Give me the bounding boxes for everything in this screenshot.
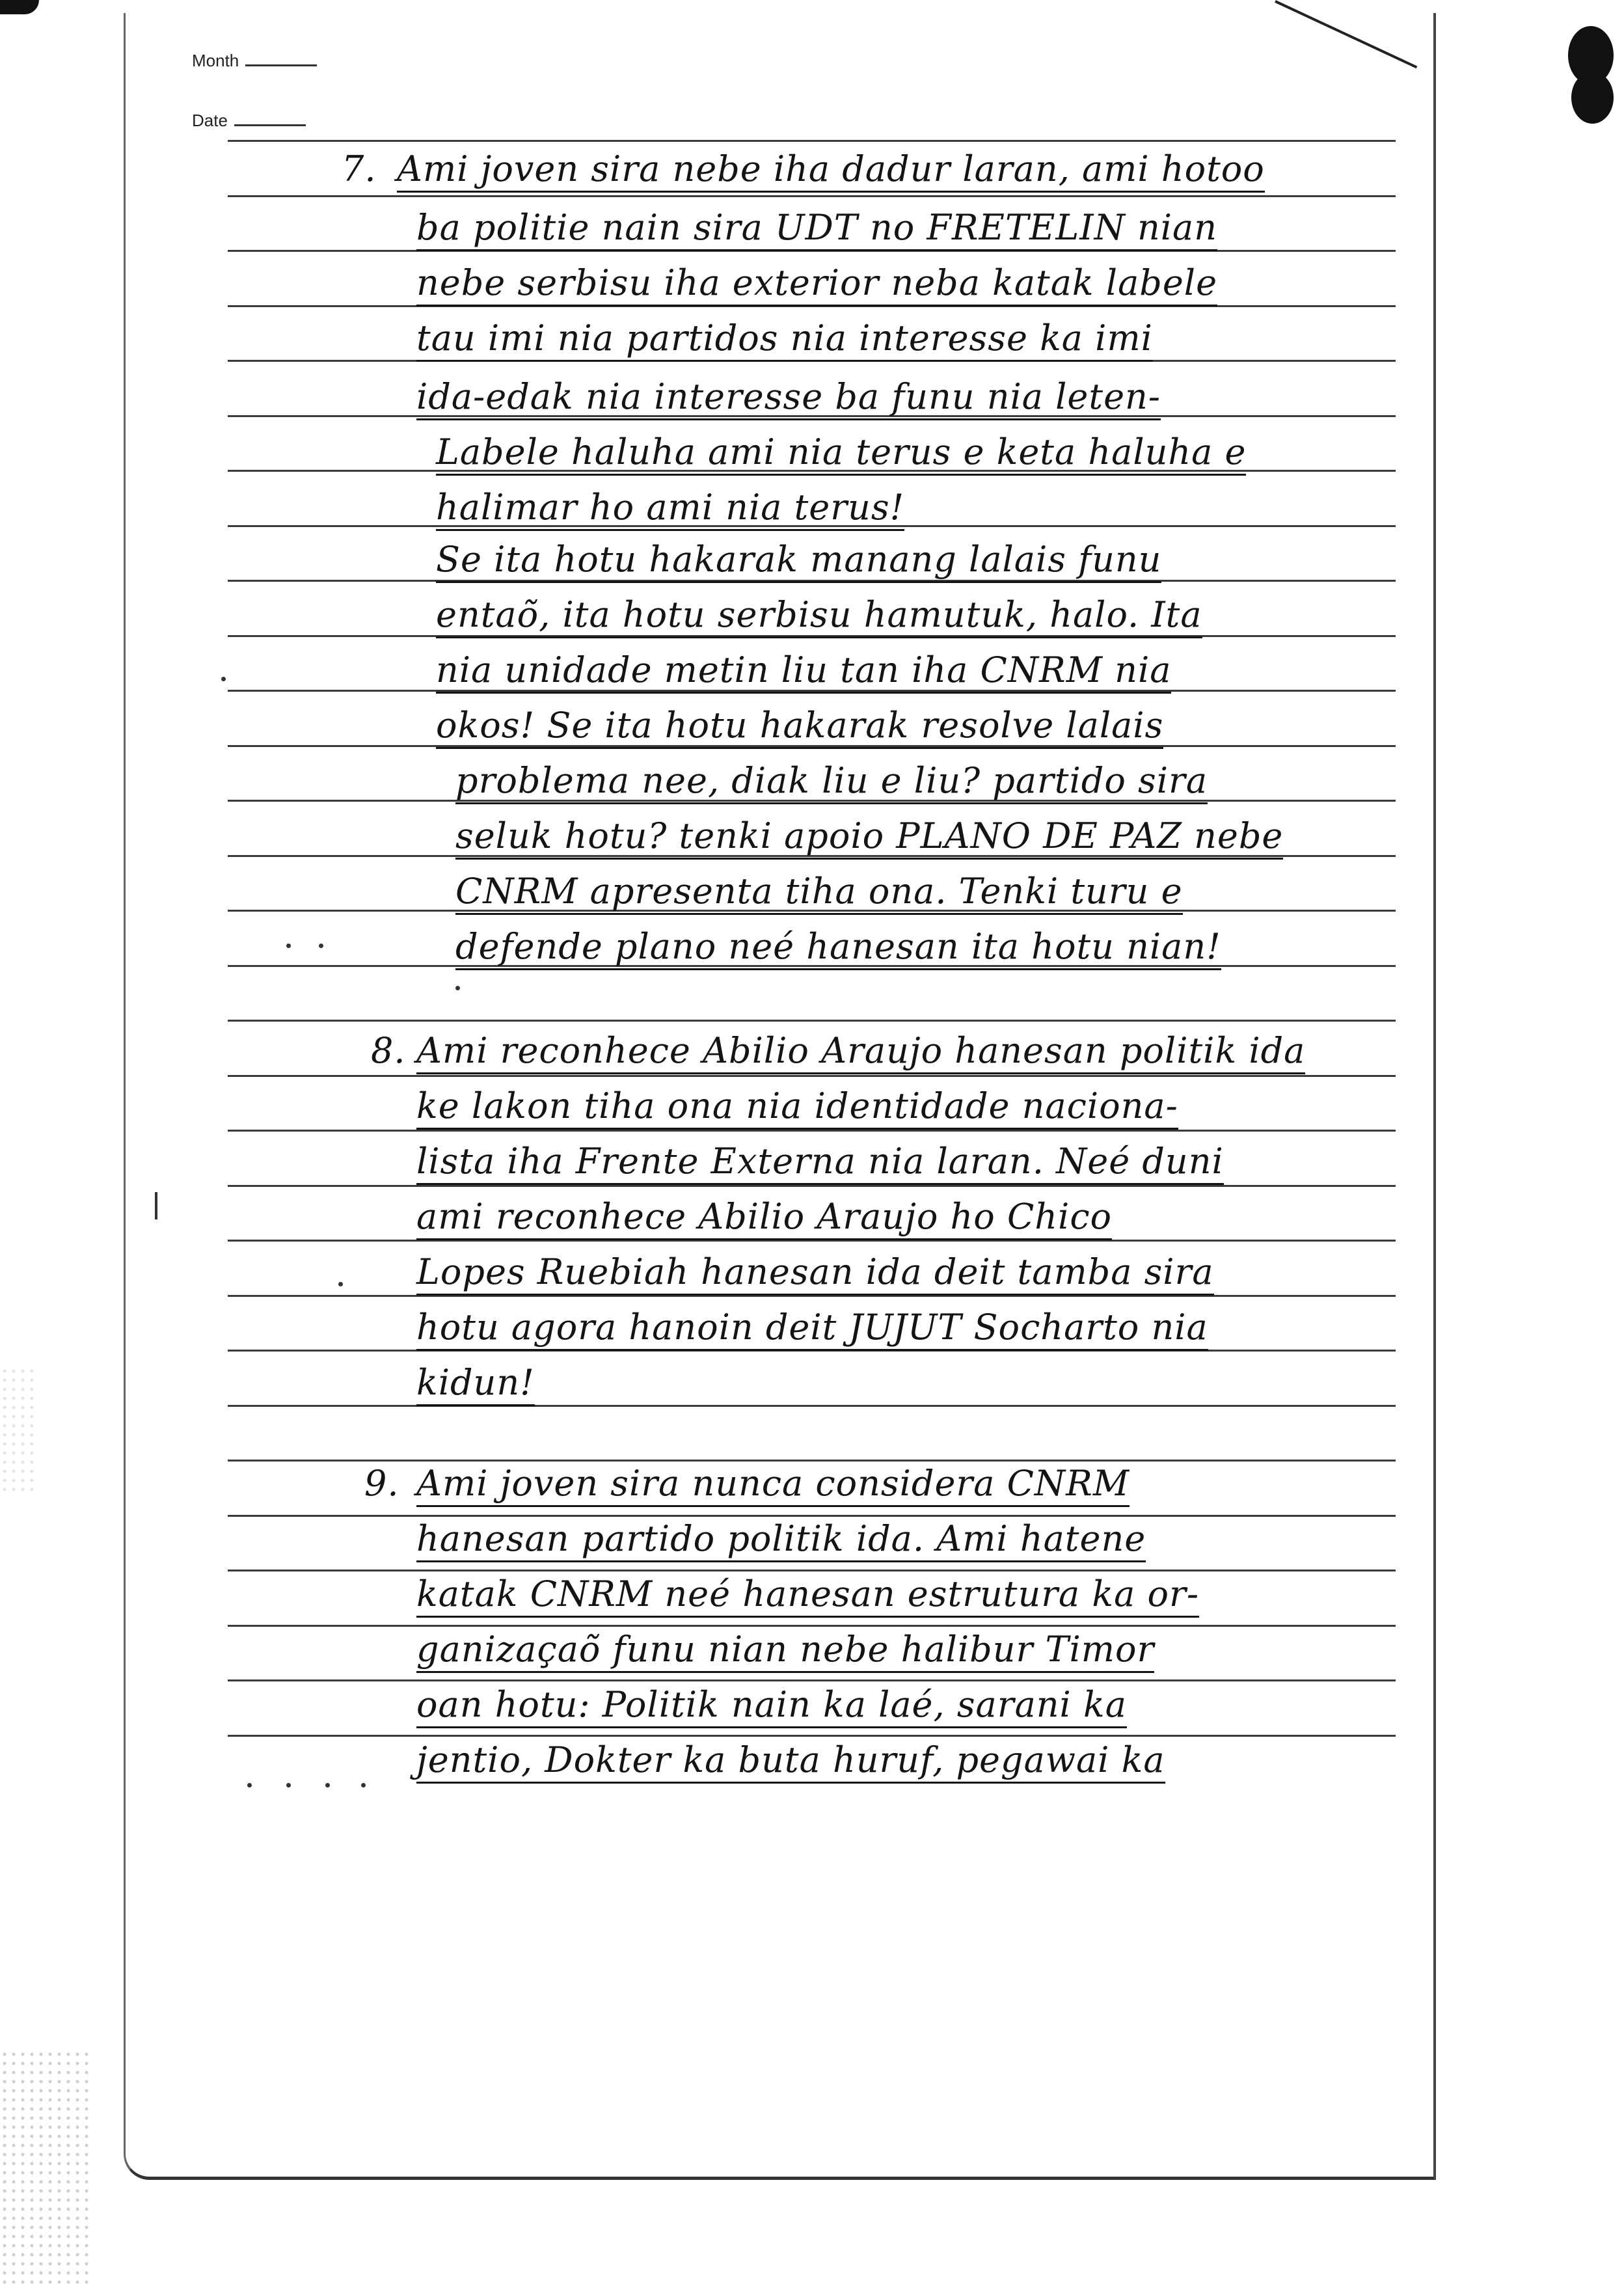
section-9-line: Ami joven sira nunca considera CNRM [416,1464,1130,1503]
section-8-line: ke lakon tiha ona nia identidade naciona- [416,1087,1178,1126]
margin-dot [338,1282,343,1286]
section-7-line: okos! Se ita hotu hakarak resolve lalais [436,706,1163,745]
margin-dot [286,944,291,948]
section-7-line: nia unidade metin liu tan iha CNRM nia [436,651,1171,690]
month-field [192,51,317,71]
section-7-line: ida-edak nia interesse ba funu nia leten- [416,377,1161,416]
ruled-line [228,1405,1396,1407]
ruled-line [228,1625,1396,1627]
section-8-line: ami reconhece Abilio Araujo ho Chico [416,1197,1112,1236]
section-9-line: katak CNRM neé hanesan estrutura ka or- [416,1575,1199,1614]
section-7-line: nebe serbisu iha exterior neba katak labele [416,264,1217,303]
section-7-line: Labele haluha ami nia terus e keta haluha e [436,433,1246,472]
section-7-line: halimar ho ami nia terus! [436,488,904,527]
section-7-line: problema nee, diak liu e liu? partido sira [455,761,1208,800]
section-9-line: oan hotu: Politik nain ka laé, sarani ka [416,1685,1127,1724]
ruled-line [228,1130,1396,1132]
margin-dot [286,1783,291,1788]
section-7-line: ba politie nain sira UDT no FRETELIN nian [416,208,1217,247]
section-8-line: kidun! [416,1363,535,1402]
margin-dot [221,677,226,681]
section-7-line: tau imi nia partidos nia interesse ka imi [416,319,1153,358]
margin-dot [361,1783,366,1788]
section-9-line: ganizaçaõ funu nian nebe halibur Timor [416,1630,1154,1669]
section-8-line: lista iha Frente Externa nia laran. Neé duni [416,1142,1224,1181]
section-8-number: 8. [371,1030,406,1071]
margin-dot [247,1783,252,1788]
ink-blot-right [1571,72,1614,124]
section-7-line: seluk hotu? tenki apoio PLANO DE PAZ nebe [455,817,1283,856]
date-blank [234,124,306,126]
section-9-line: jentio, Dokter ka buta huruf, pegawai ka [416,1741,1165,1780]
ruled-line [228,1515,1396,1517]
ruled-line [228,1460,1396,1461]
date-label: Date [192,111,228,130]
section-7-number: 7. [342,148,377,189]
section-8-line: hotu agora hanoin deit JUJUT Socharto nia [416,1308,1208,1347]
section-7-line: Se ita hotu hakarak manang lalais funu [436,540,1161,579]
ruled-line [228,1570,1396,1571]
section-8-line: Ami reconhece Abilio Araujo hanesan politik ida [416,1031,1305,1070]
section-7-line: Ami joven sira nebe iha dadur laran, ami hotoo [397,150,1265,189]
section-9-line: hanesan partido politik ida. Ami hatene [416,1519,1146,1558]
ink-blot-top-left [0,0,39,14]
ruled-line [228,1075,1396,1077]
ruled-line [228,195,1396,197]
ruled-line [228,140,1396,142]
month-blank [245,64,317,66]
ruled-line [228,1020,1396,1022]
section-9-number: 9. [364,1463,399,1504]
section-7-line: defende plano neé hanesan ita hotu nian! [455,927,1221,966]
scan-noise-left-mid [0,1366,39,1497]
section-7-line: CNRM apresenta tiha ona. Tenki turu e [455,872,1183,911]
ruled-line [228,1735,1396,1737]
section-7-line: entaõ, ita hotu serbisu hamutuk, halo. Ita [436,595,1202,634]
month-label: Month [192,51,239,70]
ruled-line [228,1185,1396,1187]
scan-noise-left-bottom [0,2050,91,2284]
margin-dot [325,1783,330,1788]
date-field [192,111,306,131]
ruled-line [228,1679,1396,1681]
margin-tick [155,1192,157,1219]
margin-dot [319,944,323,948]
section-8-line: Lopes Ruebiah hanesan ida deit tamba sira [416,1253,1214,1292]
margin-dot [455,986,460,990]
